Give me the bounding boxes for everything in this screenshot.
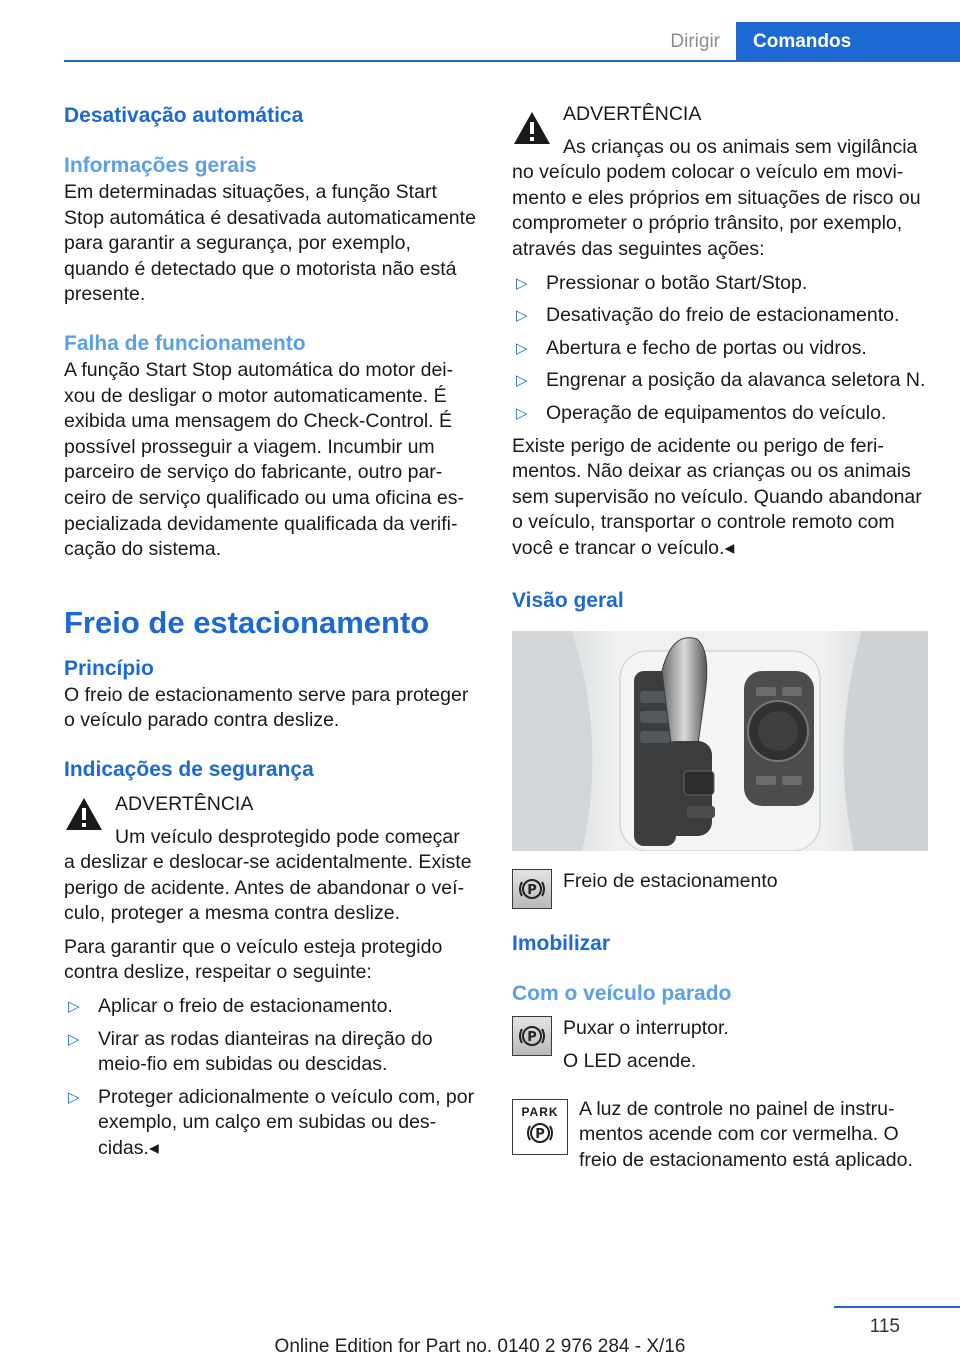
indicator-row xyxy=(512,1097,928,1174)
warning-title: ADVERTÊNCIA xyxy=(115,792,254,815)
heading-com-veiculo-parado: Com o veículo parado xyxy=(512,981,732,1005)
console-photo xyxy=(512,631,928,851)
paragraph-led: O LED acende. xyxy=(563,1050,697,1073)
paragraph-falha: A função Start Stop automática do motor deixou de desligar o motor automaticamente. É exibida uma mensagem do Check-Control. É possível prosseguir a viagem. Incumbir um parceiro de serviço do fabricante, outro parceiro de serviço qualificado ou uma oficina especializada devidamente qualificada da verificação do sistema. xyxy=(64,358,464,561)
bullet-triangle-icon: ▷ xyxy=(516,372,528,390)
list-item: ▷ Engrenar a posição da alavanca seletora N. xyxy=(512,368,928,394)
p-symbol: P xyxy=(527,1029,537,1045)
list-item: ▷ Proteger adicionalmente o veículo com, por exemplo, um calço em subidas ou descidas.◂ xyxy=(68,1085,475,1160)
p-symbol: P xyxy=(535,1127,545,1143)
action-list xyxy=(512,271,928,427)
list-item: ▷ Abertura e fecho de portas ou vidros. xyxy=(512,336,928,362)
heading-falha: Falha de funcionamento xyxy=(64,331,306,355)
paragraph-informacoes: Em determinadas situações, a função Start Stop automática é desativada automaticamente para garantir a segurança, por exemplo, quando é detectado que o motorista não está presente. xyxy=(64,181,476,306)
paragraph-luz: A luz de controle no painel de instrumentos acende com cor vermelha. O freio de estacionamento está aplicado. xyxy=(579,1097,913,1171)
safety-list xyxy=(64,994,478,1162)
warning-text: a deslizar e deslocar-se acidentalmente. Existe perigo de acidente. Antes de abandonar o veículo, proteger a mesma contra deslize. xyxy=(64,851,472,925)
right-column xyxy=(512,102,928,1173)
paragraph-principio: O freio de estacionamento serve para proteger o veículo parado contra deslize. xyxy=(64,683,469,732)
warning-text: no veículo podem colocar o veículo em movimento e eles próprios em situações de risco ou comprometer o próprio trânsito, por exemplo, através das seguintes ações: xyxy=(512,161,921,260)
heading-indicacoes: Indicações de segurança xyxy=(64,757,314,781)
center-console-image xyxy=(512,631,928,851)
warning-first-line: As crianças ou os animais sem vigilância xyxy=(563,135,918,158)
heading-freio: Freio de estacionamento xyxy=(64,604,430,640)
footer-rule xyxy=(834,1306,960,1308)
warning-block xyxy=(512,102,928,263)
parking-brake-switch-icon xyxy=(512,1016,552,1056)
chapter-tab[interactable]: Comandos xyxy=(736,22,960,62)
warning-block xyxy=(64,792,478,927)
edition-note: Online Edition for Part no. 0140 2 976 284 - X/16 xyxy=(274,1336,686,1357)
list-item: ▷ Desativação do freio de estacionamento. xyxy=(512,303,928,329)
page-number: 115 xyxy=(869,1316,900,1337)
list-item: ▷ Pressionar o botão Start/Stop. xyxy=(512,271,928,297)
park-indicator-icon xyxy=(512,1099,568,1155)
bullet-triangle-icon: ▷ xyxy=(68,1030,80,1048)
paragraph-perigo: Existe perigo de acidente ou perigo de ferimentos. Não deixar as crianças ou os animais sem supervisão no veículo. Quando abandonar o veículo, transportar o controle remoto com você e trancar o veículo.◂ xyxy=(512,434,922,559)
list-item: ▷ Virar as rodas dianteiras na direção do meio-fio em subidas ou descidas. xyxy=(68,1027,433,1076)
parking-brake-icon xyxy=(512,869,552,909)
heading-desativacao: Desativação automática xyxy=(64,104,304,127)
bullet-triangle-icon: ▷ xyxy=(516,339,528,357)
p-symbol: P xyxy=(527,882,537,898)
pull-switch-row xyxy=(512,1016,928,1075)
warning-title: ADVERTÊNCIA xyxy=(563,103,702,125)
park-label: PARK xyxy=(521,1105,559,1120)
paragraph-puxar: Puxar o interruptor. xyxy=(563,1016,729,1039)
caption-row xyxy=(512,869,928,911)
list-item: ▷ Operação de equipamentos do veículo. xyxy=(512,401,928,427)
caption-freio: Freio de estacionamento xyxy=(563,869,778,892)
bullet-triangle-icon: ▷ xyxy=(68,998,80,1016)
warning-triangle-icon xyxy=(512,110,552,146)
section-tab[interactable]: Dirigir xyxy=(670,31,720,52)
page-header xyxy=(64,22,960,62)
heading-principio: Princípio xyxy=(64,656,154,680)
bullet-triangle-icon: ▷ xyxy=(516,404,528,422)
bullet-triangle-icon: ▷ xyxy=(516,307,528,325)
heading-visao-geral: Visão geral xyxy=(512,588,624,612)
warning-triangle-icon xyxy=(64,796,104,832)
heading-informacoes: Informações gerais xyxy=(64,154,257,177)
heading-imobilizar: Imobilizar xyxy=(512,931,611,955)
paragraph-garantir: Para garantir que o veículo esteja protegido contra deslize, respeitar o seguinte: xyxy=(64,935,443,984)
bullet-triangle-icon: ▷ xyxy=(68,1088,80,1106)
warning-first-line: Um veículo desprotegido pode começar xyxy=(115,825,460,848)
left-column xyxy=(64,102,478,1162)
bullet-triangle-icon: ▷ xyxy=(516,274,528,292)
list-item: ▷ Aplicar o freio de estacionamento. xyxy=(64,994,478,1020)
